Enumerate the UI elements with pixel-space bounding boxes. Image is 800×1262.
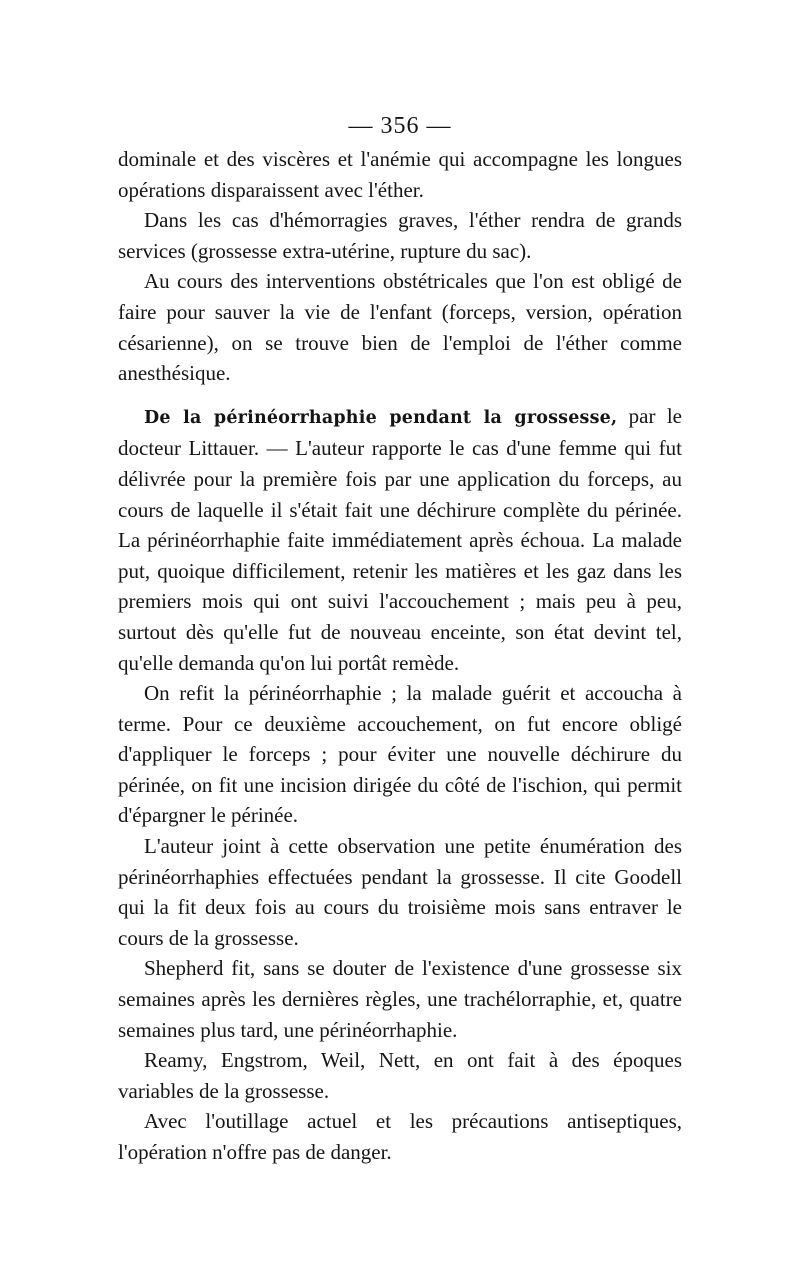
paragraph-hemorrhage: Dans les cas d'hémorragies graves, l'éther rendra de grands services (grossesse extra-utérine, rupture du sac). (118, 208, 682, 263)
body-text (118, 144, 682, 1168)
section-heading: De la périnéorrhaphie pendant la grossesse, (144, 407, 618, 428)
paragraph-section-perineorrhaphy (118, 401, 682, 678)
paragraph-anesthesia-continued: dominale et des viscères et l'anémie qui accompagne les longues opérations disparaissent avec l'éther. (118, 147, 682, 202)
section-intro-text: par le docteur Littauer. — L'auteur rapporte le cas d'une femme qui fut délivrée pour la première fois par une application du forceps, au cours de laquelle il s'était fait une déchirure complète du périnée. La périnéorrhaphie faite immédiatement après échoua. La malade put, quoique difficilement, retenir les matières et les gaz dans les premiers mois qui ont suivi l'accouchement ; mais peu à peu, surtout dès qu'elle fut de nouveau enceinte, son état devint tel, qu'elle demanda qu'on lui portât remède. (118, 403, 682, 675)
page-number: — 356 — (348, 113, 452, 139)
paragraph-enumeration: L'auteur joint à cette observation une petite énumération des périnéorrhaphies effectuées pendant la grossesse. Il cite Goodell qui la fit deux fois au cours du troisième mois sans entraver le cours de la grossesse. (118, 834, 682, 950)
book-page (118, 108, 682, 1168)
paragraph-other-authors: Reamy, Engstrom, Weil, Nett, en ont fait à des époques variables de la grossesse. (118, 1048, 682, 1103)
paragraph-second-delivery: On refit la périnéorrhaphie ; la malade guérit et accoucha à terme. Pour ce deuxième accouchement, on fut encore obligé d'appliquer le forceps ; pour éviter une nouvelle déchirure du périnée, on fit une incision dirigée du côté de l'ischion, qui permit d'épargner le périnée. (118, 681, 682, 828)
paragraph-conclusion: Avec l'outillage actuel et les précautions antiseptiques, l'opération n'offre pas de danger. (118, 1109, 682, 1164)
paragraph-obstetric-interventions: Au cours des interventions obstétricales que l'on est obligé de faire pour sauver la vie de l'enfant (forceps, version, opération césarienne), on se trouve bien de l'emploi de l'éther comme anesthésique. (118, 269, 682, 386)
paragraph-shepherd: Shepherd fit, sans se douter de l'existence d'une grossesse six semaines après les dernières règles, une trachélorraphie, et, quatre semaines plus tard, une périnéorrhaphie. (118, 956, 682, 1042)
